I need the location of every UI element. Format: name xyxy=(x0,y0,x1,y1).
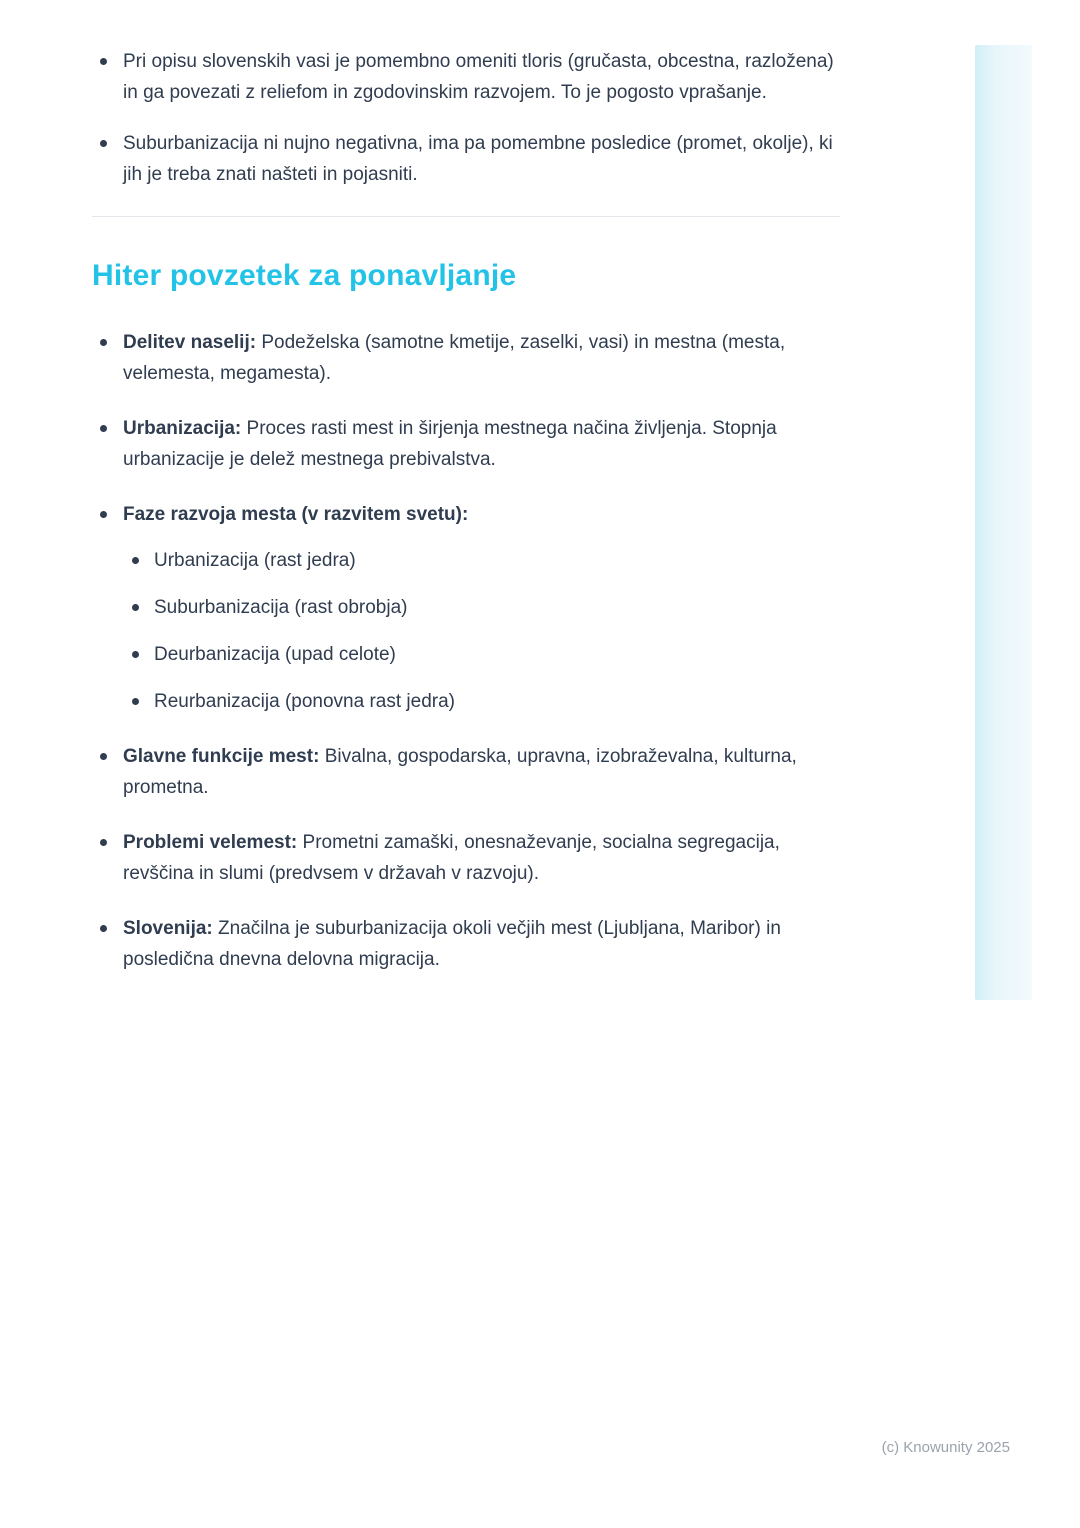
bullet-text: Značilna je suburbanizacija okoli večjih mest (Ljubljana, Maribor) in posledična dnevna delovna migracija. xyxy=(123,918,781,970)
page-content xyxy=(92,46,840,999)
list-item xyxy=(123,640,840,670)
sub-list xyxy=(123,546,840,717)
right-accent-bar xyxy=(975,45,1032,1000)
bullet-text: Suburbanizacija (rast obrobja) xyxy=(154,597,408,618)
bullet-text: Suburbanizacija ni nujno negativna, ima pa pomembne posledice (promet, okolje), ki jih je treba znati našteti in pojasniti. xyxy=(123,133,833,185)
list-item xyxy=(92,827,840,889)
list-item xyxy=(92,499,840,717)
bullet-text: Pri opisu slovenskih vasi je pomembno omeniti tloris (gručasta, obcestna, razložena) in ga povezati z reliefom in zgodovinskim razvojem. To je pogosto vprašanje. xyxy=(123,51,834,103)
bullet-lead: Delitev naselij: xyxy=(123,332,257,353)
bullet-text: Bivalna, gospodarska, upravna, izobraževalna, kulturna, prometna. xyxy=(123,746,797,798)
bullet-text: Prometni zamaški, onesnaževanje, socialna segregacija, revščina in slumi (predvsem v državah v razvoju). xyxy=(123,832,780,884)
bullet-lead: Faze razvoja mesta (v razvitem svetu): xyxy=(123,504,469,525)
summary-list xyxy=(92,327,840,975)
section-heading: Hiter povzetek za ponavljanje xyxy=(92,259,517,292)
list-item xyxy=(123,593,840,623)
bullet-text: Proces rasti mest in širjenja mestnega načina življenja. Stopnja urbanizacije je delež mestnega prebivalstva. xyxy=(123,418,777,470)
bullet-lead: Glavne funkcije mest: xyxy=(123,746,320,767)
bullet-text: Podeželska (samotne kmetije, zaselki, vasi) in mestna (mesta, velemesta, megamesta). xyxy=(123,332,786,384)
list-item xyxy=(92,741,840,803)
list-item xyxy=(123,687,840,717)
bullet-lead: Slovenija: xyxy=(123,918,213,939)
bullet-text: Reurbanizacija (ponovna rast jedra) xyxy=(154,691,455,712)
list-item xyxy=(92,913,840,975)
list-item xyxy=(92,327,840,389)
footer-credit: (c) Knowunity 2025 xyxy=(881,1439,1010,1456)
intro-list xyxy=(92,46,840,190)
list-item xyxy=(92,46,840,108)
list-item xyxy=(92,413,840,475)
bullet-lead: Urbanizacija: xyxy=(123,418,242,439)
list-item xyxy=(92,128,840,190)
bullet-lead: Problemi velemest: xyxy=(123,832,298,853)
bullet-text: Urbanizacija (rast jedra) xyxy=(154,550,356,571)
section-divider xyxy=(92,216,840,217)
bullet-text: Deurbanizacija (upad celote) xyxy=(154,644,396,665)
list-item xyxy=(123,546,840,576)
